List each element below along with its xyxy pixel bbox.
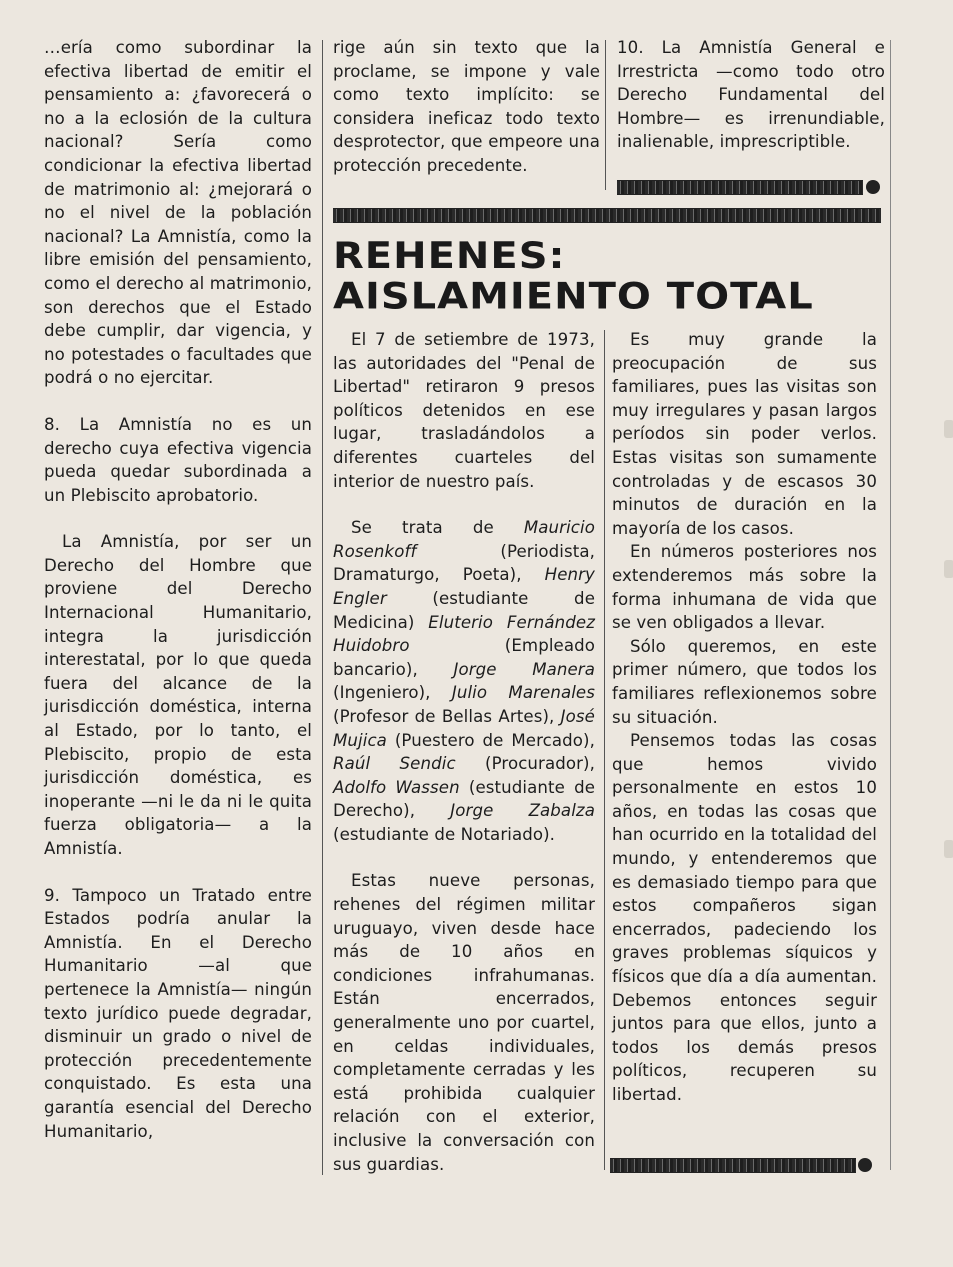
punch-mark: [944, 560, 953, 578]
article-headline: [333, 236, 833, 317]
article-paragraph: Es muy grande la preocupación de sus familiares, pues las visitas son muy irregulares y pasan largos períodos sin poder verlos. Estas visitas son sumamente controladas y de escasos 30 minutos de duración en la mayoría de los casos.: [612, 330, 877, 538]
punch-mark: [944, 840, 953, 858]
person-name: Julio Marenales: [430, 683, 595, 703]
person-role: (Ingeniero),: [333, 683, 431, 703]
divider-bar: [617, 180, 863, 195]
person-role: (Puestero de Mercado),: [394, 730, 595, 750]
middle-column-top: [333, 36, 600, 178]
person-name: Adolfo Wassen: [333, 777, 469, 797]
article-right-column: [612, 328, 877, 1107]
right-column-top: [617, 36, 885, 154]
divider-bar: [610, 1158, 856, 1173]
person-name: José Mujica: [333, 706, 595, 750]
left-column: [44, 36, 312, 1143]
article-paragraph: Pensemos todas las cosas que hemos vivido personalmente en estos 10 años, en todas las cosas que han ocurrido en la totalidad del mundo, y entenderemos que es demasiado tiempo para que estos compañeros sigan encerrados, padeciendo los graves problemas síquicos y físicos que día a día aumentan. Debemos entonces seguir juntos para que ellos, junto a todos los demás presos políticos, recuperen su libertad.: [612, 731, 877, 1104]
article-paragraph: Sólo queremos, en este primer número, que todos los familiares reflexionemos sobre su situación.: [612, 636, 877, 727]
person-role: (Procurador),: [485, 754, 595, 774]
person-name: Jorge Manera: [417, 659, 595, 679]
person-role: (Profesor de Bellas Artes),: [333, 706, 555, 726]
headline-line-1: REHENES:: [333, 235, 566, 278]
paragraph: rige aún sin texto que la proclame, se impone y vale como texto implícito: se considera ineficaz todo texto desprotector, que empeore una protección precedente.: [333, 38, 600, 175]
person-role: (estudiante de Medicina): [333, 588, 595, 632]
numbered-point-9: 9. Tampoco un Tratado entre Estados podría anular la Amnistía. En el Derecho Humanitario —al que pertenece la Amnistía— ningún texto jurídico puede degradar, disminuir un grado o nivel de protección precedentemente conquistado. Es esta una garantía esencial del Derecho Humanitario,: [44, 885, 312, 1141]
column-rule: [604, 330, 605, 1170]
person-role: (estudiante de Notariado).: [333, 824, 556, 844]
bar-end-dot: [858, 1158, 872, 1172]
person-role: (Periodista, Dramaturgo, Poeta),: [333, 541, 595, 585]
person-name: Jorge Zabalza: [415, 801, 595, 821]
person-name: Henry Engler: [333, 565, 595, 608]
punch-mark: [944, 420, 953, 438]
person-name: Mauricio Rosenkoff: [333, 518, 595, 561]
article-paragraph: El 7 de setiembre de 1973, las autoridades del "Penal de Libertad" retiraron 9 presos políticos detenidos en ese lugar, trasladándolos a diferentes cuarteles del interior de nuestro país.: [333, 330, 595, 491]
article-left-column: [333, 328, 595, 1176]
paragraph: La Amnistía, por ser un Derecho del Hombre que proviene del Derecho Internacional Humanitario, integra la jurisdicción interestatal, por lo que queda fuera del alcance de la jurisdicción doméstica, interna al Estado, por lo tanto, el Plebiscito, propio de esta jurisdicción doméstica, es inoperante —ni le da ni le quita fuerza obligatoria— a la Amnistía.: [44, 532, 312, 858]
article-paragraph: En números posteriores nos extenderemos más sobre la forma inhumana de vida que se ven obligados a llevar.: [612, 542, 877, 633]
column-rule: [890, 40, 891, 1170]
people-list-paragraph: [333, 516, 595, 846]
article-paragraph: Estas nueve personas, rehenes del régimen militar uruguayo, viven desde hace más de 10 años en condiciones infrahumanas. Están encerrados, generalmente uno por cuartel, en celdas individuales, completamente cerradas y les está prohibida cualquier relación con el exterior, inclusive la conversación con sus guardias.: [333, 871, 595, 1174]
paragraph: …ería como subordinar la efectiva libertad de emitir el pensamiento a: ¿favorecerá o no a la eclosión de la cultura nacional? Sería como condicionar la efectiva libertad de matrimonio al: ¿mejorará o no el nivel de la población nacional? La Amnistía, como la libre emisión del pensamiento, como el derecho al matrimonio, son derechos que el Estado debe cumplir, dar vigencia, y no potestades o facultades que podrá o no ejercitar.: [44, 38, 312, 388]
numbered-point-10: 10. La Amnistía General e Irrestricta —como todo otro Derecho Fundamental del Hombre— es irrenundiable, inalienable, imprescriptible.: [617, 38, 885, 152]
person-role: (estudiante de Derecho),: [333, 777, 596, 821]
numbered-point-8: 8. La Amnistía no es un derecho cuya efectiva vigencia pueda quedar subordinada a un Plebiscito aprobatorio.: [44, 414, 312, 505]
people-list: [333, 518, 595, 844]
people-intro: Se trata de: [351, 518, 494, 538]
person-name: Raúl Sendic: [333, 754, 485, 774]
column-rule: [322, 40, 323, 1175]
headline-line-2: AISLAMIENTO TOTAL: [333, 275, 814, 318]
person-role: (Empleado bancario),: [333, 636, 595, 679]
divider-bar: [333, 208, 881, 223]
person-name: Eluterio Fernández Huidobro: [333, 612, 595, 656]
bar-end-dot: [866, 180, 880, 194]
column-rule: [605, 40, 606, 190]
